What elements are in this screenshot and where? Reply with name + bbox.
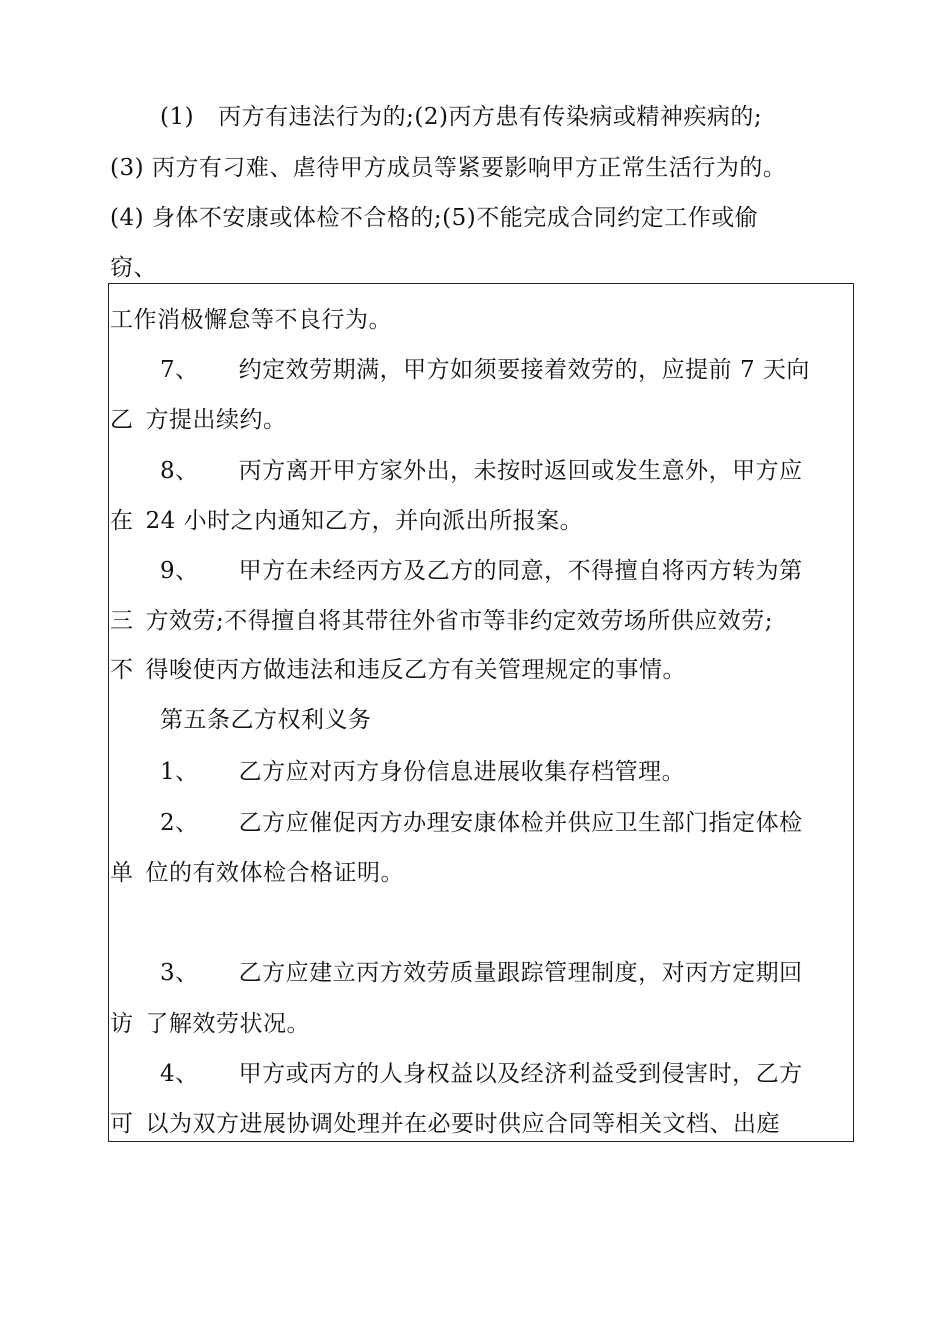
line-start-char: 在 xyxy=(110,508,134,534)
line-start-char: 三 xyxy=(110,608,134,634)
item-text: 丙方离开甲方家外出，未按时返回或发生意外，甲方应 xyxy=(238,458,803,484)
item-8-line-2 xyxy=(110,506,583,536)
item-text: 乙方应建立丙方效劳质量跟踪管理制度，对丙方定期回 xyxy=(238,960,803,986)
item-7-line-1 xyxy=(160,355,810,385)
sec5-item-3-line-2 xyxy=(110,1009,310,1039)
item-number: 1、 xyxy=(160,759,199,785)
sec5-item-4-line-1 xyxy=(160,1059,803,1089)
sec5-item-2-line-2 xyxy=(110,858,404,888)
line-text: 位的有效体检合格证明。 xyxy=(145,860,404,886)
line-start-char: 可 xyxy=(110,1111,134,1137)
item-8-line-1 xyxy=(160,456,803,486)
item-9-line-2 xyxy=(110,606,773,636)
clause-line-4: 窃、 xyxy=(110,255,157,281)
line-text: 以为双方进展协调处理并在必要时供应合同等相关文档、出庭 xyxy=(145,1111,780,1137)
item-number: 9、 xyxy=(160,558,199,584)
line-text: 方效劳;不得擅自将其带往外省市等非约定效劳场所供应效劳; xyxy=(145,608,773,634)
sec5-item-2-line-1 xyxy=(160,808,803,838)
sec5-item-4-line-2 xyxy=(110,1109,780,1139)
clause-line-3: (4) 身体不安康或体检不合格的;(5)不能完成合同约定工作或偷 xyxy=(110,205,759,231)
clause-text: 丙方有违法行为的;(2)丙方患有传染病或精神疾病的; xyxy=(218,104,763,130)
line-text: 方提出续约。 xyxy=(145,407,287,433)
section-heading: 第五条乙方权利义务 xyxy=(160,707,372,733)
item-text: 甲方或丙方的人身权益以及经济利益受到侵害时，乙方 xyxy=(238,1061,803,1087)
item-text: 乙方应催促丙方办理安康体检并供应卫生部门指定体检 xyxy=(238,810,803,836)
line-start-char: 不 xyxy=(110,657,134,683)
sec5-item-1 xyxy=(160,757,685,787)
line-text: 24 小时之内通知乙方，并向派出所报案。 xyxy=(145,508,584,534)
item-9-line-1 xyxy=(160,556,803,586)
item-text: 约定效劳期满，甲方如须要接着效劳的，应提前 7 天向 xyxy=(238,357,810,383)
clause-line-1 xyxy=(160,102,762,132)
item-number: 4、 xyxy=(160,1061,199,1087)
item-number: 2、 xyxy=(160,810,199,836)
item-number: 7、 xyxy=(160,357,199,383)
line-text: 得唆使丙方做违法和违反乙方有关管理规定的事情。 xyxy=(145,657,686,683)
clause-number: (1) xyxy=(160,104,195,130)
item-7-line-2 xyxy=(110,405,287,435)
line-text: 了解效劳状况。 xyxy=(145,1011,310,1037)
item-number: 8、 xyxy=(160,458,199,484)
item-number: 3、 xyxy=(160,960,199,986)
paragraph-line: 工作消极懈怠等不良行为。 xyxy=(110,307,392,333)
item-text: 甲方在未经丙方及乙方的同意，不得擅自将丙方转为第 xyxy=(238,558,803,584)
line-start-char: 单 xyxy=(110,860,134,886)
sec5-item-3-line-1 xyxy=(160,958,803,988)
line-start-char: 访 xyxy=(110,1011,134,1037)
clause-line-2: (3) 丙方有刁难、虐待甲方成员等紧要影响甲方正常生活行为的。 xyxy=(110,155,787,181)
item-9-line-3 xyxy=(110,655,686,685)
item-text: 乙方应对丙方身份信息进展收集存档管理。 xyxy=(238,759,686,785)
line-start-char: 乙 xyxy=(110,407,134,433)
